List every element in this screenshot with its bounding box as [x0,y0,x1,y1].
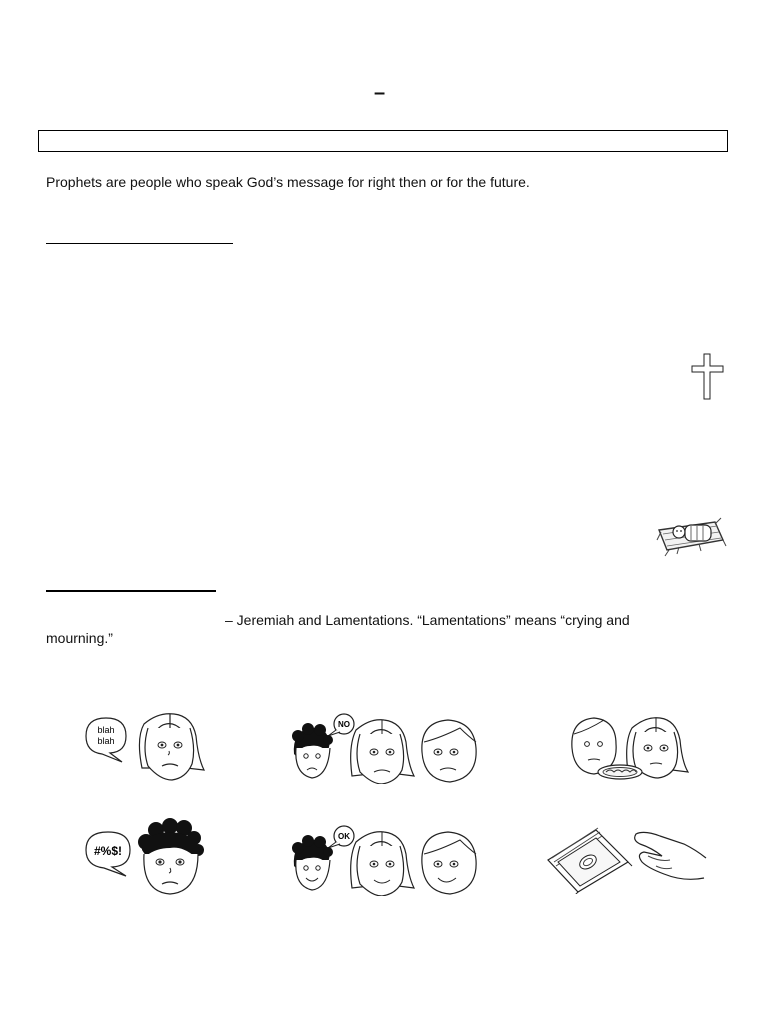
boy-face-icon [138,818,204,894]
bubble-text-no: NO [338,720,350,729]
couple-plate-picture [568,712,698,782]
money-icon [548,828,632,894]
boy-face-icon [292,835,333,890]
boy-face-icon [292,723,333,778]
ok-family-picture [290,824,480,896]
plate-icon [598,765,642,779]
baby-in-manger-icon [655,510,727,558]
money-hand-picture [544,822,708,894]
swearing-picture [82,818,206,898]
blah-blah-picture [82,708,208,784]
hand-icon [635,832,706,879]
section-text-line-2: mourning.” [46,630,113,646]
woman-face-icon [351,832,414,896]
woman-face-icon [351,720,414,784]
header-dash: – [374,82,386,104]
title-box [38,130,728,152]
heading-underline-2 [46,590,216,592]
bubble-text-blah-2: blah [97,736,115,746]
intro-text: Prophets are people who speak God’s message for right then or for the future. [46,174,530,190]
section-text-line-1: – Jeremiah and Lamentations. “Lamentations” means “crying and [225,612,630,628]
heading-underline-1 [46,243,233,244]
cross-icon [690,352,726,402]
man-face-icon [422,720,476,782]
bubble-text-ok: OK [338,832,350,841]
man-face-icon [422,832,476,894]
bubble-text-swear: #%$! [93,844,123,858]
woman-face-icon [139,714,204,780]
bubble-text-blah-1: blah [97,725,115,735]
no-family-picture [290,712,480,784]
